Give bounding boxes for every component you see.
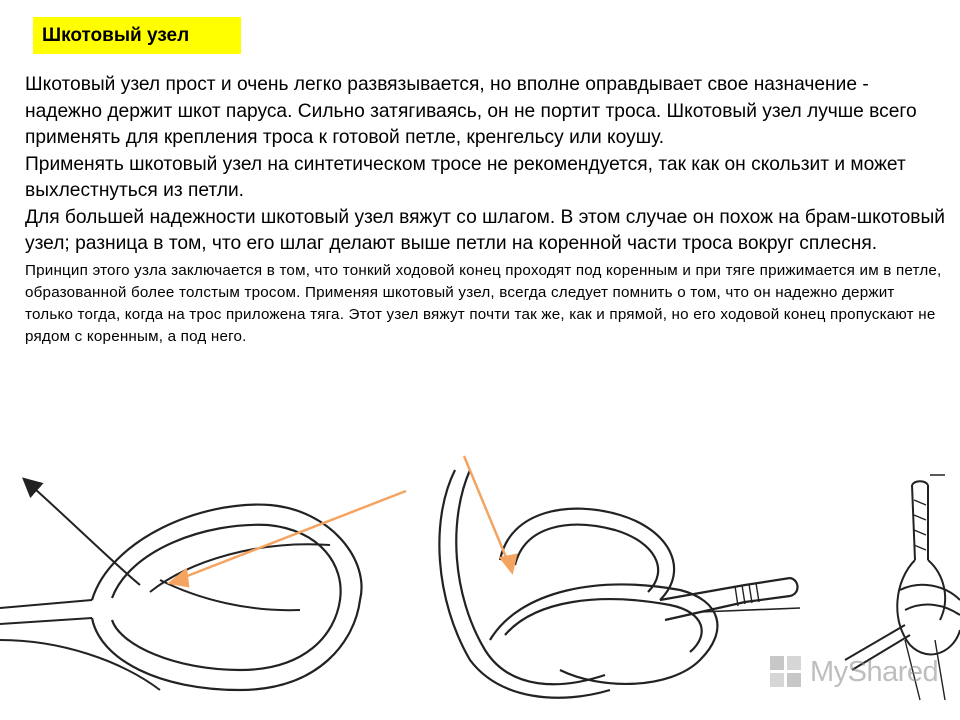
paragraph-reliability: Для большей надежности шкотовый узел вяжут со шлагом. В этом случае он похож на брам-шкотовый узел; разница в том, что его шлаг делают выше петли на коренной части троса вокруг сплесня. — [25, 206, 945, 254]
paragraph-intro: Шкотовый узел прост и очень легко развязывается, но вполне оправдывает свое назначение - надежно держит шкот паруса. Сильно затягиваясь, он не портит троса. Шкотовый узел лучше всего применять для крепления троса к готовой петле, кренгельсу или коушу. — [25, 74, 917, 148]
myshared-logo-icon — [768, 654, 804, 690]
article-body — [25, 72, 945, 348]
knot-figure-2 — [439, 470, 800, 698]
page-title: Шкотовый узел — [33, 17, 241, 54]
watermark — [768, 652, 938, 692]
paragraph-synthetic-warning: Применять шкотовый узел на синтетическом тросе не рекомендуется, так как он скользит и может выхлестнуться из петли. — [25, 153, 906, 201]
watermark-text: MyShared — [810, 655, 939, 688]
pointer-arrows — [170, 456, 516, 586]
paragraph-principle: Принцип этого узла заключается в том, что тонкий ходовой конец проходят под коренным и при тяге прижимается им в петле, образованной более толстым тросом. Применяя шкотовый узел, всегда следует помнить о том, что он надежно держит только тогда, когда на трос приложена тяга. Этот узел вяжут почти так же, как и прямой, но его ходовой конец пропускают не рядом с коренным, а под него. — [25, 261, 942, 345]
